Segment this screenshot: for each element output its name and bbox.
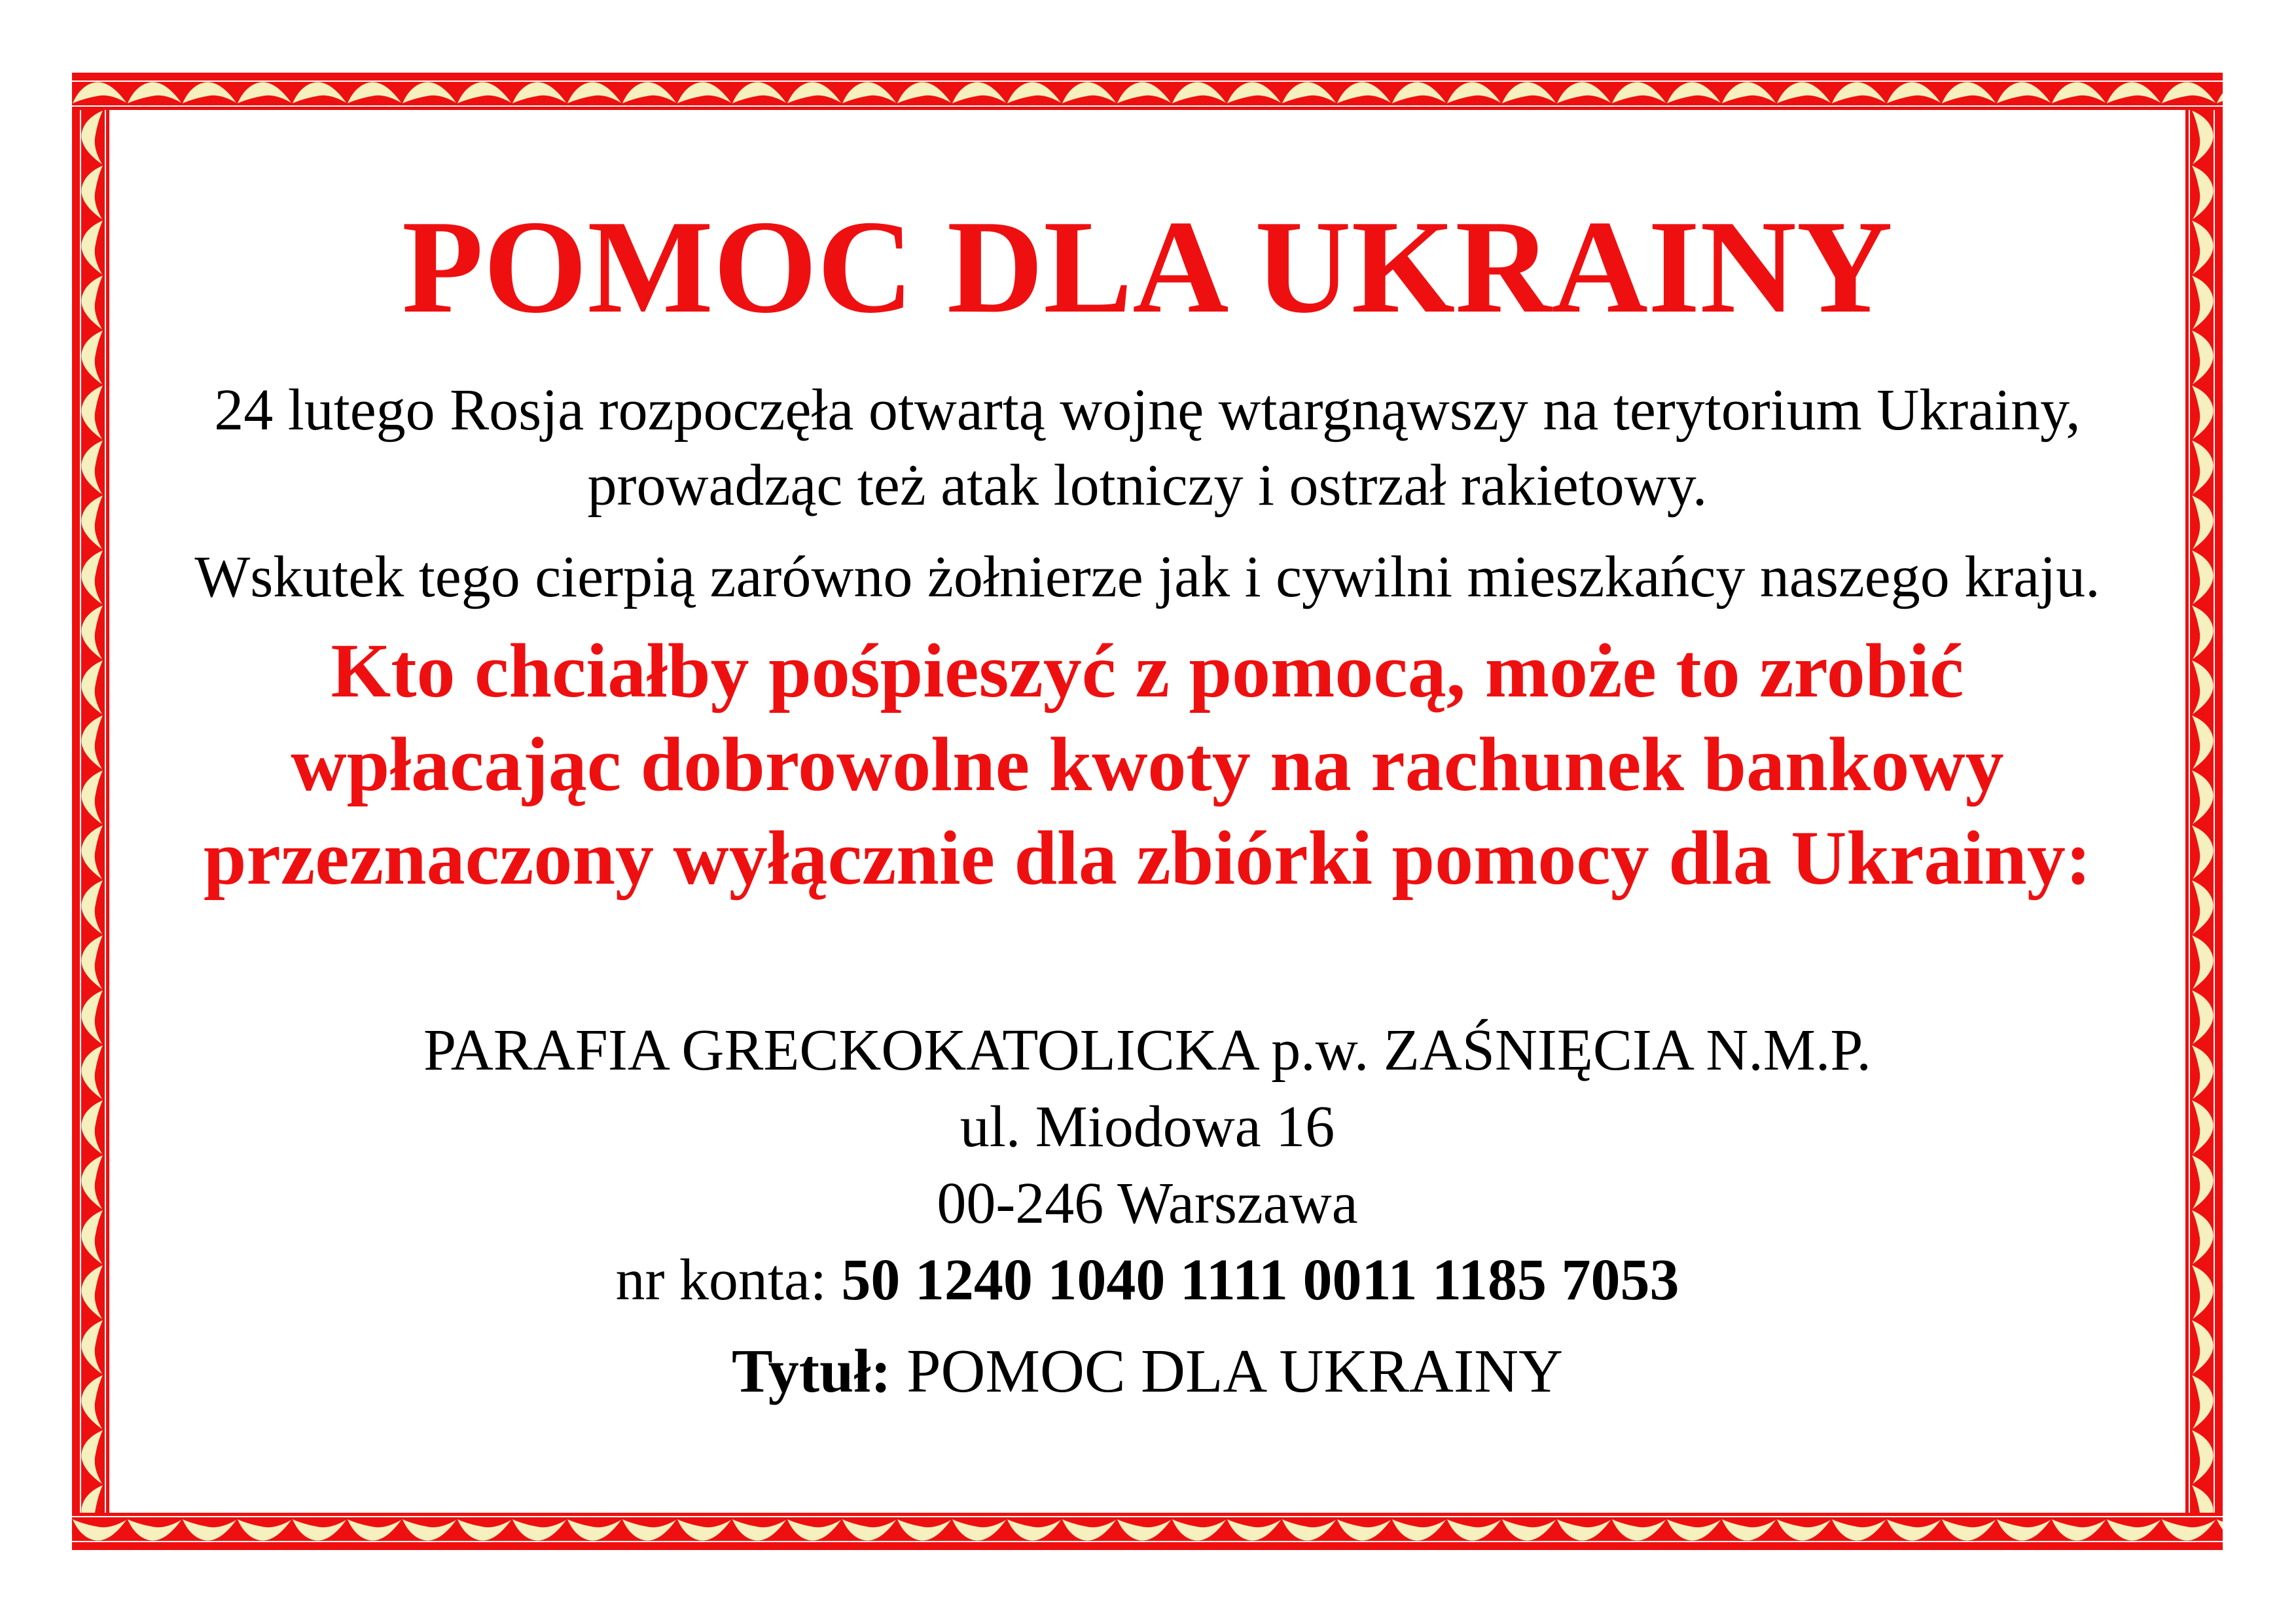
recipient-city: 00-246 Warszawa [937,1171,1358,1236]
appeal-line-3: przeznaczony wyłącznie dla zbiórki pomocy dla Ukrainy: [203,815,2092,901]
transfer-title-label: Tytuł: [732,1337,907,1405]
impact-line: Wskutek tego cierpią zarówno żołnierze jak i cywilni mieszkańcy naszego kraju. [194,545,2100,609]
border-left-wave-ribbon [72,110,109,1513]
intro-paragraph [109,372,2185,523]
appeal-line-1: Kto chciałby pośpieszyć z pomocą, może to zrobić [331,628,1964,713]
recipient-block [109,1012,2185,1318]
intro-line-1: 24 lutego Rosja rozpoczęła otwartą wojnę wtargnąwszy na terytorium Ukrainy, [214,378,2081,442]
appeal-paragraph [109,624,2185,905]
poster-title: POMOC DLA UKRAINY [402,193,1893,341]
intro-line-2: prowadząc też atak lotniczy i ostrzał rakietowy. [587,453,1708,518]
border-top-wave-ribbon [72,73,2223,110]
poster-frame [72,73,2223,1550]
account-line [109,1242,2185,1318]
transfer-title-line [109,1333,2185,1410]
border-right-wave-ribbon [2185,110,2223,1513]
recipient-street: ul. Miodowa 16 [960,1094,1335,1159]
transfer-title-value: POMOC DLA UKRAINY [906,1337,1563,1405]
account-number: 50 1240 1040 1111 0011 1185 7053 [841,1248,1679,1312]
recipient-name: PARAFIA GRECKOKATOLICKA p.w. ZAŚNIĘCIA N.M.P. [423,1018,1871,1083]
border-bottom-wave-ribbon [72,1513,2223,1550]
account-label: nr konta: [615,1248,842,1312]
appeal-line-2: wpłacając dobrowolne kwoty na rachunek bankowy [291,721,2004,807]
